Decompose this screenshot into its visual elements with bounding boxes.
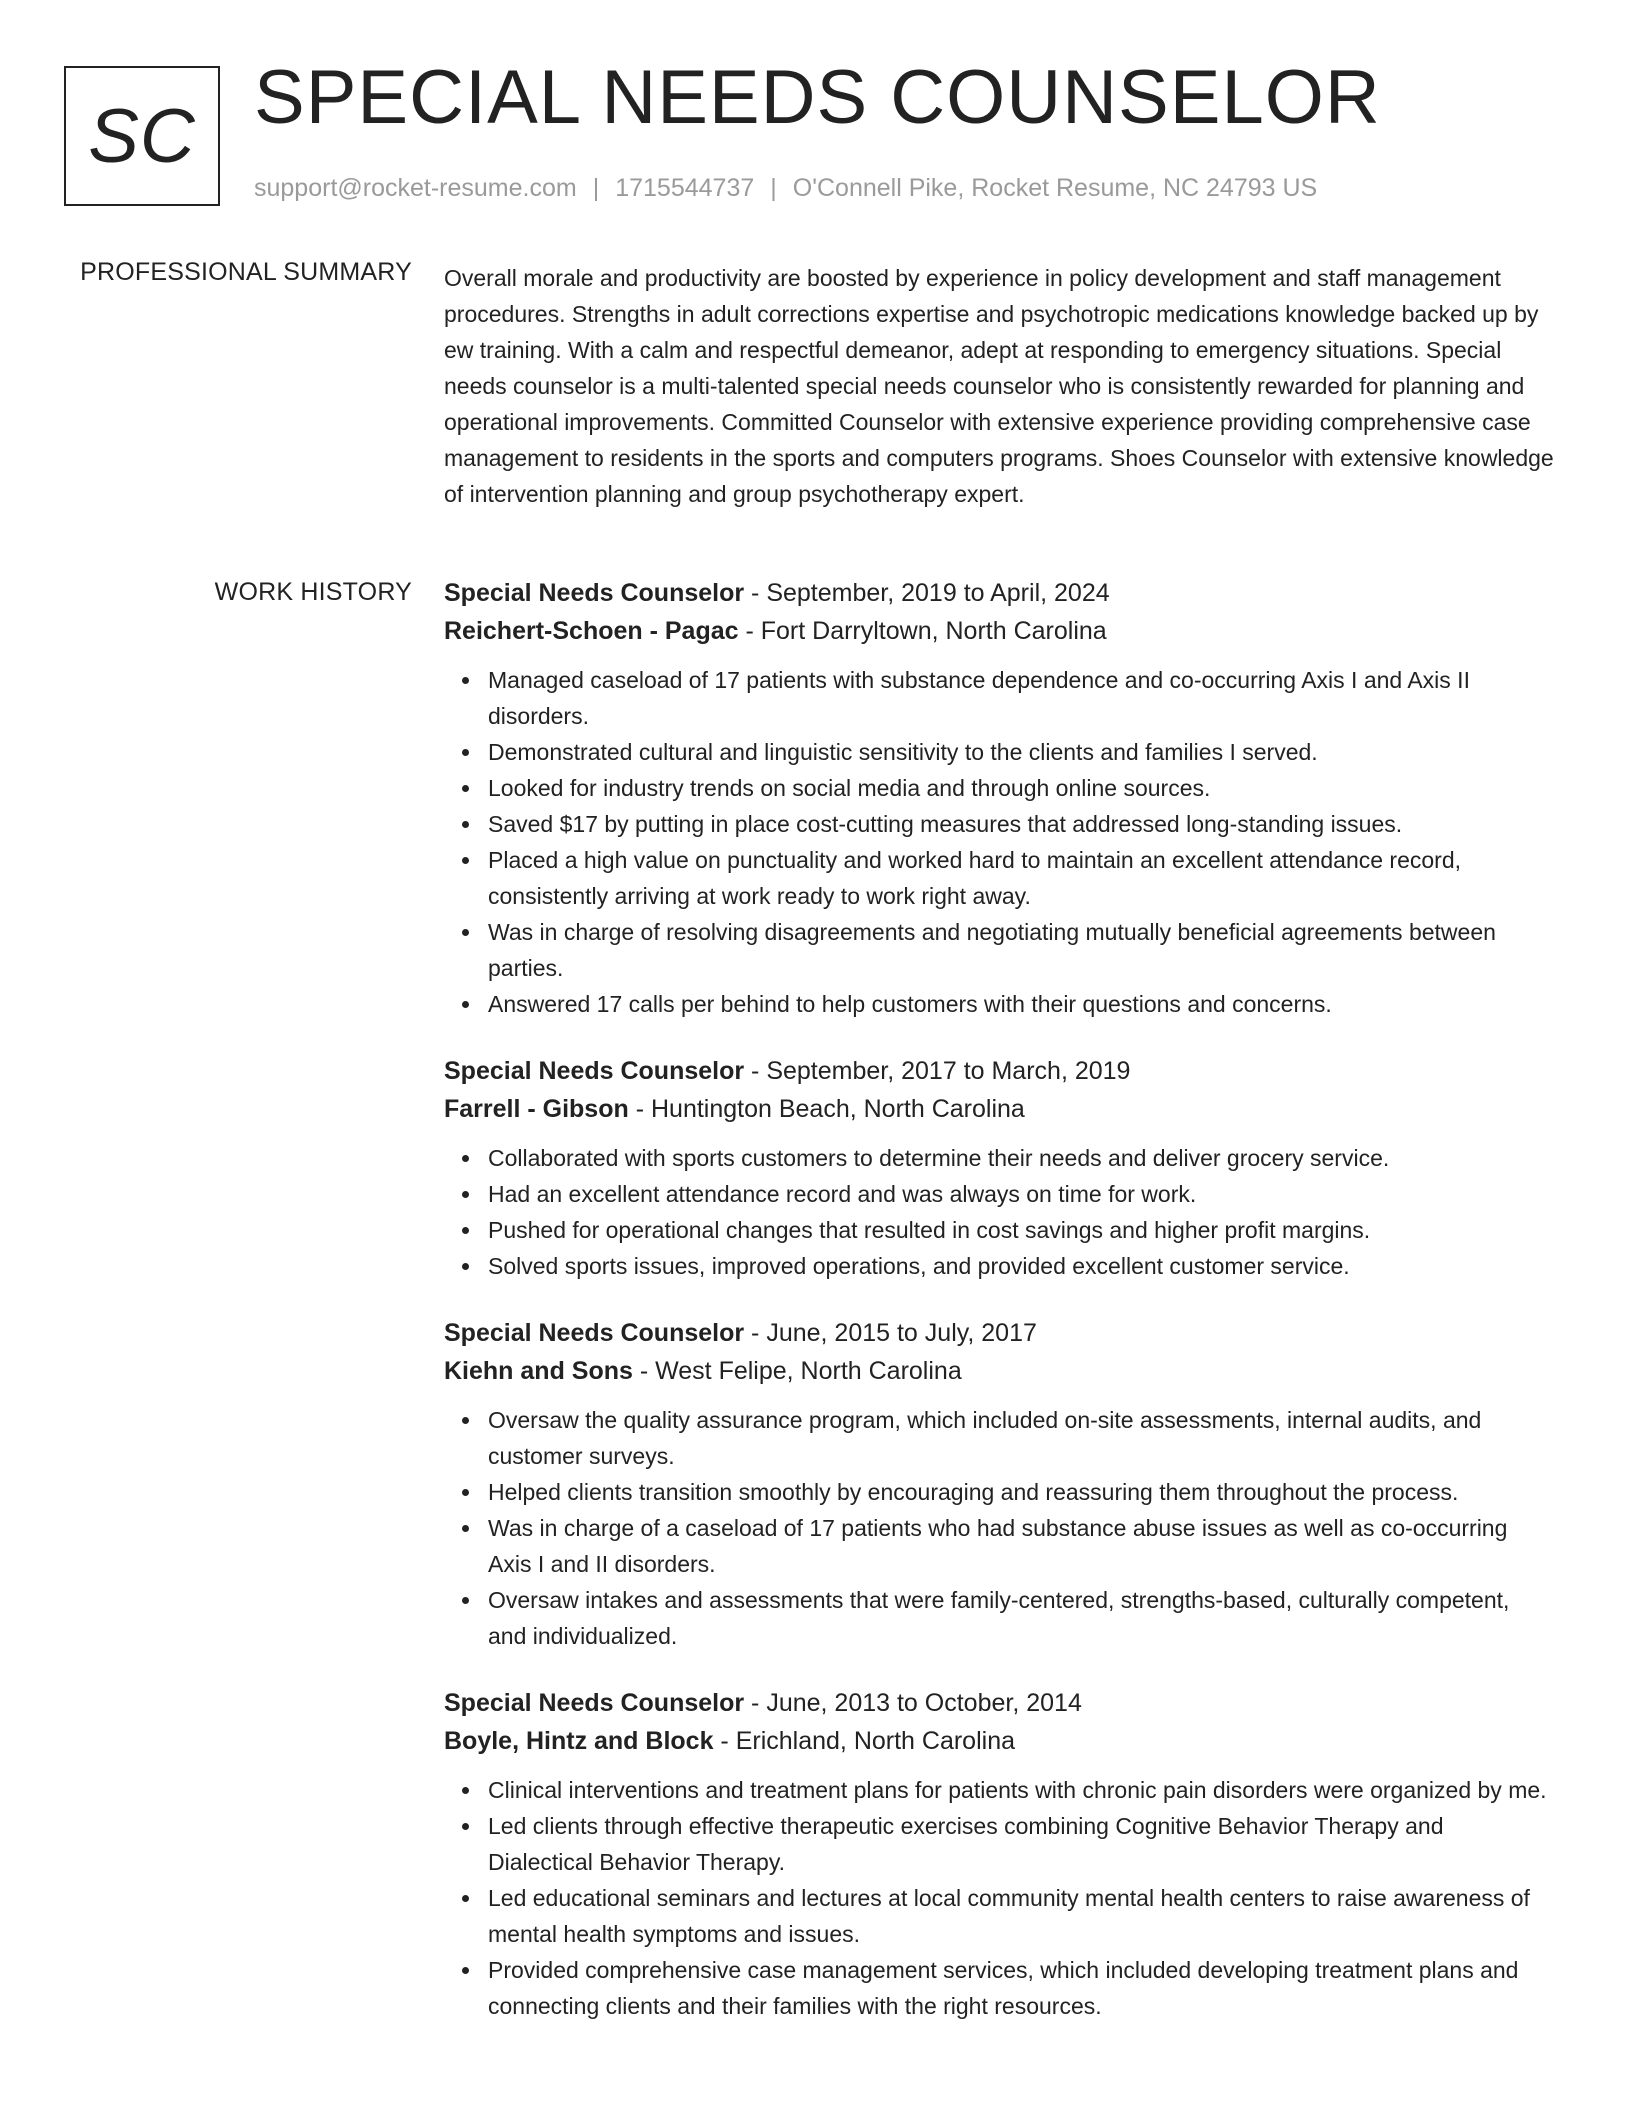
job-title: Special Needs Counselor bbox=[444, 579, 745, 607]
job-bullet: Placed a high value on punctuality and worked hard to maintain an excellent attendance record, consistently arriving at work ready to work right away. bbox=[488, 842, 1554, 914]
job-company: Farrell - Gibson bbox=[444, 1095, 629, 1123]
contact-separator: | bbox=[592, 174, 600, 202]
job-company: Reichert-Schoen - Pagac bbox=[444, 617, 739, 645]
job-title-line bbox=[444, 574, 1554, 612]
job-bullet: Oversaw the quality assurance program, which included on-site assessments, internal audits, and customer surveys. bbox=[488, 1402, 1554, 1474]
job-bullet: Clinical interventions and treatment plans for patients with chronic pain disorders were organized by me. bbox=[488, 1772, 1554, 1808]
job-dates: - September, 2019 to April, 2024 bbox=[744, 579, 1110, 607]
job-location: - Fort Darryltown, North Carolina bbox=[738, 617, 1107, 645]
summary-body bbox=[444, 260, 1554, 512]
contact-line bbox=[254, 174, 1317, 203]
candidate-name: SPECIAL NEEDS COUNSELOR bbox=[254, 55, 1381, 140]
job-dates: - June, 2015 to July, 2017 bbox=[744, 1319, 1037, 1347]
job-entry bbox=[444, 1684, 1554, 2024]
job-bullet: Was in charge of a caseload of 17 patients who had substance abuse issues as well as co-occurring Axis I and II disorders. bbox=[488, 1510, 1554, 1582]
job-bullet: Provided comprehensive case management services, which included developing treatment plans and connecting clients and their families with the right resources. bbox=[488, 1952, 1554, 2024]
job-entry bbox=[444, 1314, 1554, 1654]
job-bullet: Oversaw intakes and assessments that were family-centered, strengths-based, culturally competent, and individualized. bbox=[488, 1582, 1554, 1654]
job-entry bbox=[444, 1052, 1554, 1284]
job-title-line bbox=[444, 1684, 1554, 1722]
monogram-box bbox=[64, 66, 220, 206]
section-label-work-history: WORK HISTORY bbox=[214, 578, 412, 606]
job-bullet: Saved $17 by putting in place cost-cutting measures that addressed long-standing issues. bbox=[488, 806, 1554, 842]
job-bullet: Managed caseload of 17 patients with substance dependence and co-occurring Axis I and Axis II disorders. bbox=[488, 662, 1554, 734]
job-bullet: Led clients through effective therapeutic exercises combining Cognitive Behavior Therapy and Dialectical Behavior Therapy. bbox=[488, 1808, 1554, 1880]
job-bullet: Solved sports issues, improved operations, and provided excellent customer service. bbox=[488, 1248, 1554, 1284]
job-title: Special Needs Counselor bbox=[444, 1057, 745, 1085]
job-bullet: Helped clients transition smoothly by encouraging and reassuring them throughout the process. bbox=[488, 1474, 1554, 1510]
contact-email[interactable]: support@rocket-resume.com bbox=[254, 174, 577, 202]
job-location: - Huntington Beach, North Carolina bbox=[628, 1095, 1025, 1123]
job-bullet: Collaborated with sports customers to determine their needs and deliver grocery service. bbox=[488, 1140, 1554, 1176]
job-bullets bbox=[444, 662, 1554, 1022]
section-label-summary: PROFESSIONAL SUMMARY bbox=[80, 258, 412, 286]
work-history-body bbox=[444, 574, 1554, 2054]
job-title-line bbox=[444, 1052, 1554, 1090]
job-dates: - September, 2017 to March, 2019 bbox=[744, 1057, 1131, 1085]
job-title: Special Needs Counselor bbox=[444, 1689, 745, 1717]
job-bullet: Answered 17 calls per behind to help customers with their questions and concerns. bbox=[488, 986, 1554, 1022]
job-location: - West Felipe, North Carolina bbox=[632, 1357, 962, 1385]
summary-text: Overall morale and productivity are boosted by experience in policy development and staff management procedures. Strengths in adult corrections expertise and psychotropic medications knowledge backed up by ew training. With a calm and respectful demeanor, adept at responding to emergency situations. Special needs counselor is a multi-talented special needs counselor who is consistently rewarded for planning and operational improvements. Committed Counselor with extensive experience providing comprehensive case management to residents in the sports and computers programs. Shoes Counselor with extensive knowledge of intervention planning and group psychotherapy expert. bbox=[444, 265, 1554, 507]
monogram-initials: SC bbox=[88, 93, 196, 179]
job-location: - Erichland, North Carolina bbox=[713, 1727, 1015, 1755]
job-company: Boyle, Hintz and Block bbox=[444, 1727, 714, 1755]
job-bullets bbox=[444, 1772, 1554, 2024]
contact-separator: | bbox=[770, 174, 777, 202]
job-bullets bbox=[444, 1140, 1554, 1284]
job-bullet: Was in charge of resolving disagreements and negotiating mutually beneficial agreements between parties. bbox=[488, 914, 1554, 986]
job-bullet: Demonstrated cultural and linguistic sensitivity to the clients and families I served. bbox=[488, 734, 1554, 770]
job-bullet: Had an excellent attendance record and was always on time for work. bbox=[488, 1176, 1554, 1212]
job-bullet: Led educational seminars and lectures at local community mental health centers to raise awareness of mental health symptoms and issues. bbox=[488, 1880, 1554, 1952]
job-entry bbox=[444, 574, 1554, 1022]
job-bullets bbox=[444, 1402, 1554, 1654]
job-dates: - June, 2013 to October, 2014 bbox=[744, 1689, 1082, 1717]
job-company-line bbox=[444, 1722, 1554, 1760]
job-company-line bbox=[444, 1090, 1554, 1128]
contact-address: O'Connell Pike, Rocket Resume, NC 24793 US bbox=[792, 174, 1318, 202]
job-company-line bbox=[444, 1352, 1554, 1390]
contact-phone[interactable]: 1715544737 bbox=[615, 174, 755, 202]
job-title: Special Needs Counselor bbox=[444, 1319, 745, 1347]
job-company-line bbox=[444, 612, 1554, 650]
job-bullet: Pushed for operational changes that resulted in cost savings and higher profit margins. bbox=[488, 1212, 1554, 1248]
job-company: Kiehn and Sons bbox=[444, 1357, 633, 1385]
job-bullet: Looked for industry trends on social media and through online sources. bbox=[488, 770, 1554, 806]
job-title-line bbox=[444, 1314, 1554, 1352]
